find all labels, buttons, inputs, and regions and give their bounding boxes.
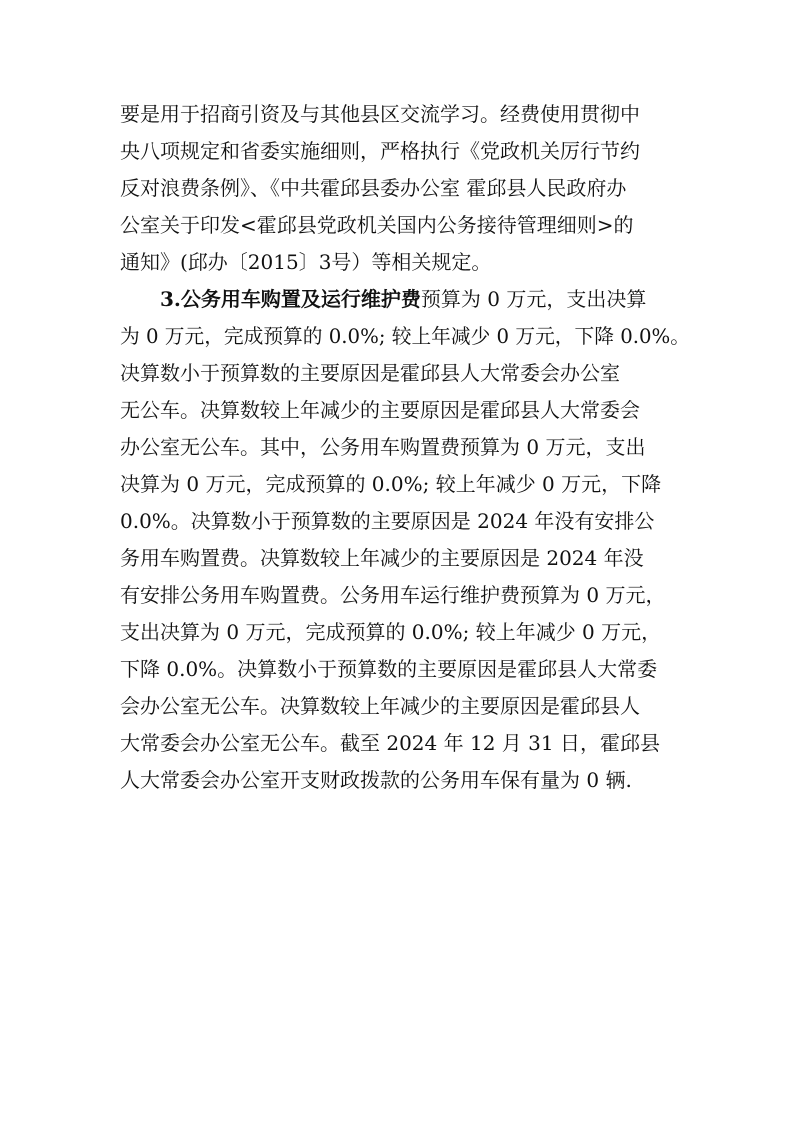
heading-continuation: 预算为 0 万元，支出决算 bbox=[420, 287, 647, 311]
text-line: 为 0 万元，完成预算的 0.0%; 较上年减少 0 万元，下降 0.0%。 bbox=[120, 324, 690, 348]
section-heading: 3.公务用车购置及运行维护费 bbox=[160, 287, 421, 311]
text-line: 无公车。决算数较上年减少的主要原因是霍邱县人大常委会 bbox=[120, 398, 640, 422]
body-text bbox=[120, 96, 690, 799]
text-line: 反对浪费条例》、《中共霍邱县委办公室 霍邱县人民政府办 bbox=[120, 176, 627, 200]
paragraph-first-line bbox=[120, 281, 690, 318]
text-line: 通知》(邱办〔2015〕3号）等相关规定。 bbox=[120, 250, 492, 274]
text-line: 决算为 0 万元，完成预算的 0.0%; 较上年减少 0 万元，下降 bbox=[120, 472, 662, 496]
text-line: 务用车购置费。决算数较上年减少的主要原因是 2024 年没 bbox=[120, 546, 644, 570]
text-line: 公室关于印发<霍邱县党政机关国内公务接待管理细则>的 bbox=[120, 213, 634, 237]
text-line: 决算数小于预算数的主要原因是霍邱县人大常委会办公室 bbox=[120, 361, 620, 385]
text-line: 有安排公务用车购置费。公务用车运行维护费预算为 0 万元， bbox=[120, 583, 666, 607]
text-line: 人大常委会办公室开支财政拨款的公务用车保有量为 0 辆. bbox=[120, 768, 632, 792]
text-line: 要是用于招商引资及与其他县区交流学习。经费使用贯彻中 bbox=[120, 102, 640, 126]
text-line: 办公室无公车。其中，公务用车购置费预算为 0 万元，支出 bbox=[120, 435, 646, 459]
text-line: 大常委会办公室无公车。截至 2024 年 12 月 31 日，霍邱县 bbox=[120, 731, 660, 755]
text-line: 会办公室无公车。决算数较上年减少的主要原因是霍邱县人 bbox=[120, 694, 640, 718]
text-line: 0.0%。决算数小于预算数的主要原因是 2024 年没有安排公 bbox=[120, 509, 655, 533]
text-line: 下降 0.0%。决算数小于预算数的主要原因是霍邱县人大常委 bbox=[120, 657, 658, 681]
text-line: 央八项规定和省委实施细则，严格执行《党政机关厉行节约 bbox=[120, 139, 640, 163]
text-line: 支出决算为 0 万元，完成预算的 0.0%; 较上年减少 0 万元， bbox=[120, 620, 662, 644]
